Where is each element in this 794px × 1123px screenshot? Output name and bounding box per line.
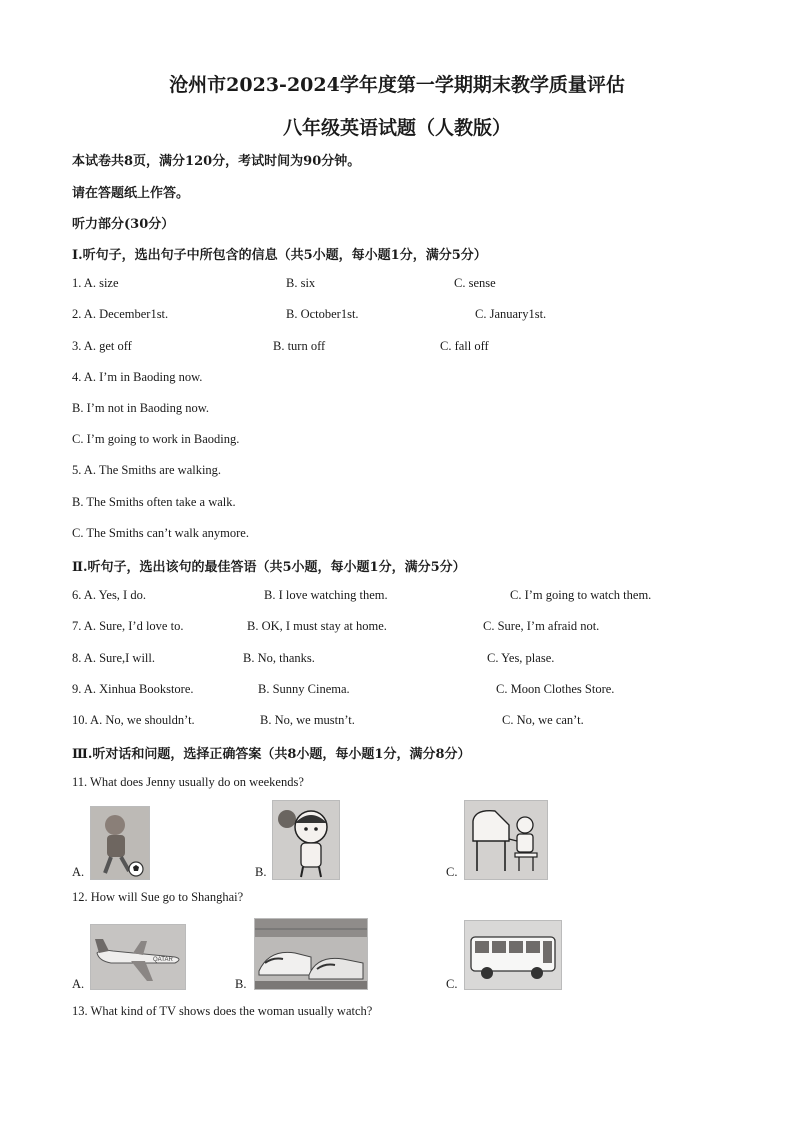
- q7-option-a: 7. A. Sure, I’d love to.: [72, 619, 184, 633]
- exam-subtitle: 八年级英语试题（人教版）: [282, 117, 511, 139]
- section2-heading: Ⅱ.听句子，选出该句的最佳答语（共5小题，每小题1分，满分5分）: [72, 560, 466, 575]
- q12-label-a: A.: [72, 977, 85, 991]
- q11-label-c: C.: [446, 865, 458, 879]
- q2-option-a: 2. A. December1st.: [72, 307, 169, 321]
- q3-option-c: C. fall off: [440, 339, 489, 353]
- q5-option-b: B. The Smiths often take a walk.: [72, 495, 236, 509]
- q3-option-b: B. turn off: [273, 339, 326, 353]
- q7-option-b: B. OK, I must stay at home.: [247, 619, 387, 633]
- q9-option-c: C. Moon Clothes Store.: [496, 682, 615, 696]
- q12-question: 12. How will Sue go to Shanghai?: [72, 890, 244, 904]
- q8-option-a: 8. A. Sure,I will.: [72, 651, 155, 665]
- q11-label-b: B.: [255, 865, 267, 879]
- q5-option-a: 5. A. The Smiths are walking.: [72, 463, 222, 477]
- soccer-player-image: [90, 806, 150, 880]
- q1-option-a: 1. A. size: [72, 276, 119, 290]
- q6-option-c: C. I’m going to watch them.: [510, 588, 652, 602]
- q4-option-c: C. I’m going to work in Baoding.: [72, 432, 240, 446]
- q8-option-b: B. No, thanks.: [243, 651, 315, 665]
- section3-heading: Ⅲ.听对话和问题，选择正确答案（共8小题，每小题1分，满分8分）: [72, 747, 471, 762]
- q11-label-a: A.: [72, 865, 85, 879]
- q11-question: 11. What does Jenny usually do on weekends?: [72, 775, 304, 789]
- q7-option-c: C. Sure, I’m afraid not.: [483, 619, 600, 633]
- q9-option-a: 9. A. Xinhua Bookstore.: [72, 682, 194, 696]
- q6-option-b: B. I love watching them.: [264, 588, 388, 602]
- q1-option-b: B. six: [286, 276, 316, 290]
- q12-label-c: C.: [446, 977, 458, 991]
- q9-option-b: B. Sunny Cinema.: [258, 682, 350, 696]
- girl-ball-image: [272, 800, 340, 880]
- high-speed-train-image: [254, 918, 368, 990]
- q1-option-c: C. sense: [454, 276, 496, 290]
- intro-answer-sheet: 请在答题纸上作答。: [72, 186, 190, 201]
- exam-title: 沧州市2023-2024学年度第一学期期末教学质量评估: [169, 74, 625, 96]
- q5-option-c: C. The Smiths can’t walk anymore.: [72, 526, 249, 540]
- q12-label-b: B.: [235, 977, 247, 991]
- listening-heading: 听力部分(30分）: [72, 217, 175, 232]
- q10-option-b: B. No, we mustn’t.: [260, 713, 355, 727]
- q4-option-a: 4. A. I’m in Baoding now.: [72, 370, 203, 384]
- q2-option-b: B. October1st.: [286, 307, 359, 321]
- section1-heading: Ⅰ.听句子，选出句子中所包含的信息（共5小题，每小题1分，满分5分）: [72, 248, 487, 263]
- q10-option-a: 10. A. No, we shouldn’t.: [72, 713, 195, 727]
- q6-option-a: 6. A. Yes, I do.: [72, 588, 146, 602]
- intro-pages: 本试卷共8页，满分120分，考试时间为90分钟。: [72, 154, 361, 169]
- girl-piano-image: [464, 800, 548, 880]
- q4-option-b: B. I’m not in Baoding now.: [72, 401, 210, 415]
- qatar-livery-text: QATAR: [153, 957, 173, 963]
- q13-question: 13. What kind of TV shows does the woman usually watch?: [72, 1004, 373, 1018]
- q10-option-c: C. No, we can’t.: [502, 713, 584, 727]
- airplane-image: [90, 924, 186, 990]
- q3-option-a: 3. A. get off: [72, 339, 132, 353]
- q2-option-c: C. January1st.: [475, 307, 547, 321]
- q8-option-c: C. Yes, plase.: [487, 651, 555, 665]
- bus-image: [464, 920, 562, 990]
